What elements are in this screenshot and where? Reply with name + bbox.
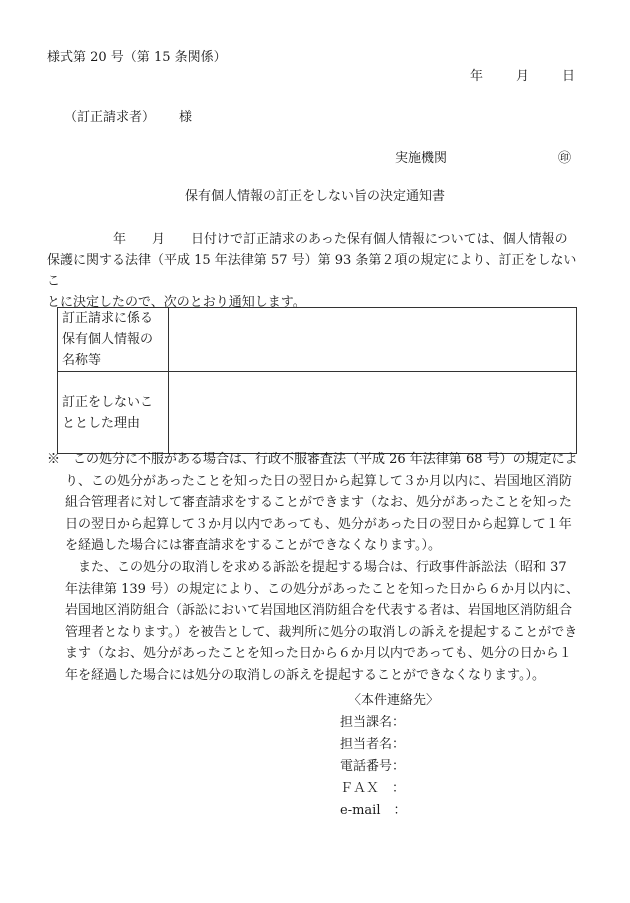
- note-line: また、この処分の取消しを求める訴訟を提起する場合は、行政事件訴訟法（昭和 37: [78, 559, 567, 575]
- document-title: 保有個人情報の訂正をしない旨の決定通知書: [184, 189, 445, 204]
- note-paragraph: [47, 449, 587, 557]
- date-year: 年: [470, 69, 484, 84]
- row-value-reason[interactable]: [169, 372, 577, 454]
- row-label: [58, 372, 169, 454]
- row-value-info-name[interactable]: [169, 308, 577, 372]
- contact-field: 担当者名：: [340, 737, 406, 752]
- appeal-notes: [47, 449, 587, 687]
- contact-block: [340, 690, 439, 822]
- date-day: 日: [562, 69, 576, 84]
- note-line: を経過した場合には審査請求をすることができなくなります。）。: [65, 538, 441, 554]
- date-month: 月: [516, 69, 530, 84]
- requester-line: [64, 111, 192, 124]
- note-paragraph: [47, 557, 587, 687]
- date-line: [470, 70, 575, 83]
- note-line: 日の翌日から起算して３か月以内であっても、処分があった日の翌日から起算して１年: [65, 516, 572, 532]
- label-line: 訂正請求に係る: [62, 311, 154, 326]
- table-row: [58, 372, 577, 454]
- intro-paragraph: [47, 229, 587, 313]
- note-line: 年法律第 139 号）の規定により、この処分があったことを知った日から６か月以内に、: [65, 581, 579, 597]
- agency-label: 実施機関: [395, 151, 448, 166]
- intro-line: 年 月 日付けで訂正請求のあった保有個人情報については、個人情報の: [113, 232, 568, 247]
- honorific: 様: [179, 110, 193, 125]
- form-number: 様式第 20 号（第 15 条関係）: [47, 50, 227, 65]
- contact-field: 担当課名：: [340, 715, 406, 730]
- detail-table: [57, 307, 577, 454]
- contact-heading: 〈本件連絡先〉: [348, 693, 440, 708]
- note-line: 年を経過した場合には処分の取消しの訴えを提起することができなくなります。）。: [65, 667, 545, 683]
- table-row: [58, 308, 577, 372]
- label-line: 訂正をしないこ: [62, 394, 154, 410]
- note-line: 組合管理者に対して審査請求をすることができます（なお、処分があったことを知った: [65, 495, 572, 511]
- note-line: り、この処分があったことを知った日の翌日から起算して３か月以内に、岩国地区消防: [65, 473, 572, 489]
- label-line: ととした理由: [62, 415, 141, 431]
- requester-label: （訂正請求者）: [64, 110, 156, 125]
- contact-field: 電話番号：: [340, 759, 406, 774]
- seal-icon: ㊞: [558, 151, 572, 166]
- note-line: 岩国地区消防組合（訴訟において岩国地区消防組合を代表する者は、岩国地区消防組合: [65, 603, 573, 619]
- note-line: 管理者となります。）を被告として、裁判所に処分の取消しの訴えを提起することができ: [65, 624, 578, 640]
- intro-line: 保護に関する法律（平成 15 年法律第 57 号）第 93 条第２項の規定により、訂正をしないこ: [47, 253, 577, 289]
- note-line: ます（なお、処分があったことを知った日から６か月以内であっても、処分の日から１: [65, 646, 572, 662]
- contact-field: ＦＡＸ ：: [340, 781, 406, 796]
- label-line: 名称等: [62, 353, 102, 368]
- contact-field: e-mail ：: [340, 803, 407, 818]
- label-line: 保有個人情報の: [62, 332, 154, 347]
- row-label: [58, 308, 169, 372]
- intro-line: とに決定したので、次のとおり通知します。: [47, 295, 306, 310]
- note-line: ※ この処分に不服がある場合は、行政不服審査法（平成 26 年法律第 68 号）の規定によ: [47, 452, 578, 467]
